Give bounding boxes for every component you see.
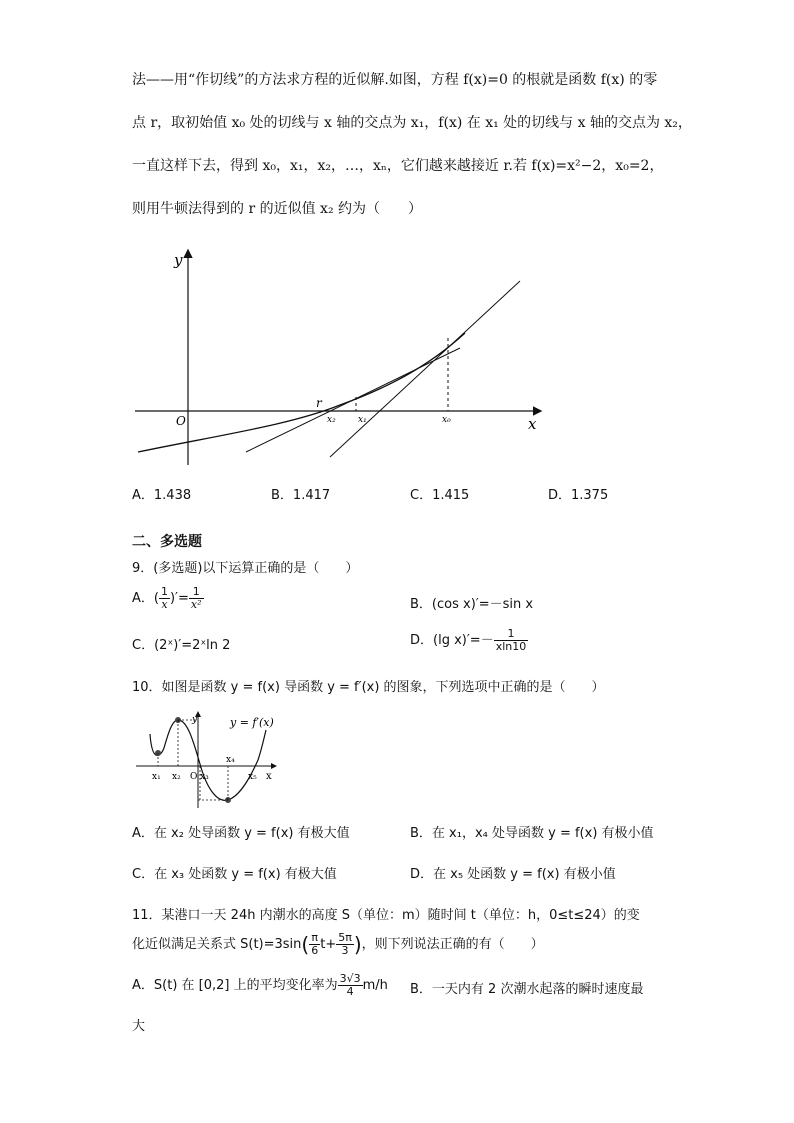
q11-frac2-den: 3 [341,944,349,957]
newton-method-graph [130,245,550,475]
q11-frac2-num: 5π [338,931,352,944]
derivative-graph [134,708,284,812]
q8-option-c[interactable]: C．1.415 [410,488,470,503]
y-axis-label: y [174,251,183,269]
q11-a-text: A．S(t) 在 [0,2] 上的平均变化率为 [132,978,338,993]
q11-paren-open: ( [301,932,310,957]
q10-tick-x3: x₃ [200,772,209,782]
tangent-line-x0 [330,281,520,457]
q8-option-a[interactable]: A．1.438 [132,488,192,503]
q9-d-frac [494,628,529,653]
q10-tick-x1: x₁ [152,772,161,782]
q10-option-c[interactable]: C．在 x₃ 处函数 y = f(x) 有极大值 [132,867,337,882]
q10-stem: 10．如图是函数 y = f(x) 导函数 y = f′(x) 的图象，下列选项中正确的是（ ） [132,680,605,695]
x2-label: x₂ [327,415,336,425]
q8-line-3: 一直这样下去，得到 x₀，x₁，x₂，…，xₙ，它们越来越接近 r.若 f(x)=x²−2，x₀=2， [132,158,664,174]
q9-stem: 9．(多选题)以下运算正确的是（ ） [132,561,359,576]
q11-option-b[interactable]: B．一天内有 2 次潮水起落的瞬时速度最 [410,982,644,997]
q9-option-b[interactable]: B．(cos x)′=－sin x [410,597,534,612]
q9-a-frac [159,586,170,611]
q10-derivative-curve [150,720,266,800]
q8-line-2: 点 r，取初始值 x₀ 处的切线与 x 轴的交点为 x₁，f(x) 在 x₁ 处的切线与 x 轴的交点为 x₂， [132,115,692,131]
q9-option-a[interactable] [132,586,204,611]
q10-y-label: y [192,715,198,725]
q9-d-num: 1 [494,628,529,641]
x-axis-label: x [528,415,537,433]
section-title: 二、多选题 [132,534,202,550]
q11-a-frac [338,973,363,998]
q11-a-den: 4 [346,985,354,998]
q9-a-rnum: 1 [189,586,204,599]
q9-a-den: x [161,598,168,611]
q10-x-label: x [266,771,272,782]
q8-line-1: 法——用“作切线”的方法求方程的近似解.如图，方程 f(x)=0 的根就是函数 f(x) 的零 [132,72,658,88]
q9-a-prefix: A．( [132,591,159,606]
q9-a-mid: )′= [169,591,189,606]
q11-a-num: 3√3 [339,972,361,985]
q11-a-unit: m/h [362,978,388,993]
q9-d-prefix: D．(lg x)′=－ [410,633,494,648]
q10-option-b[interactable]: B．在 x₁，x₄ 处导函数 y = f(x) 有极小值 [410,826,654,841]
q11-option-a[interactable] [132,973,388,998]
q10-tick-origin: O [190,772,198,782]
q9-a-rden: x² [190,598,202,611]
q11-line-2 [132,932,544,957]
tangent-line-x1 [246,348,460,452]
x1-label: x₁ [358,415,367,425]
q10-option-d[interactable]: D．在 x₅ 处函数 y = f(x) 有极小值 [410,867,616,882]
q8-option-b[interactable]: B．1.417 [271,488,331,503]
q11-paren-close: ) [353,932,362,957]
q11-frac1-num: π [309,932,320,945]
q10-curve-label: y = f′(x) [230,716,274,729]
q9-a-result-frac [189,586,204,611]
q9-option-c[interactable]: C．(2ˣ)′=2ˣln 2 [132,638,231,653]
q11-frac-1 [309,932,320,957]
q11-line2-c: ，则下列说法正确的有（ ） [361,937,544,952]
q10-tick-x5: x₅ [248,772,257,782]
function-curve [138,333,465,452]
q11-option-b-continuation: 大 [132,1019,146,1034]
q9-a-num: 1 [160,585,168,598]
q11-line2-b: t+ [320,937,337,952]
q10-tick-x4: x₄ [226,755,235,765]
q9-d-den: xln10 [495,640,527,653]
q11-frac-2 [336,932,354,957]
q8-option-d[interactable]: D．1.375 [548,488,609,503]
q9-option-d[interactable] [410,628,528,653]
q10-option-a[interactable]: A．在 x₂ 处导函数 y = f(x) 有极大值 [132,826,350,841]
q11-line2-a: 化近似满足关系式 S(t)=3sin [132,937,302,952]
q11-frac1-den: 6 [311,944,319,957]
x0-label: x₀ [442,415,451,425]
q11-line-1: 11．某港口一天 24h 内潮水的高度 S（单位：m）随时间 t（单位：h，0≤t≤24）的变 [132,908,640,923]
q8-line-4: 则用牛顿法得到的 r 的近似值 x₂ 约为（ ） [132,201,422,217]
q10-tick-x2: x₂ [172,772,181,782]
origin-label: O [176,414,186,428]
root-label: r [316,396,322,410]
